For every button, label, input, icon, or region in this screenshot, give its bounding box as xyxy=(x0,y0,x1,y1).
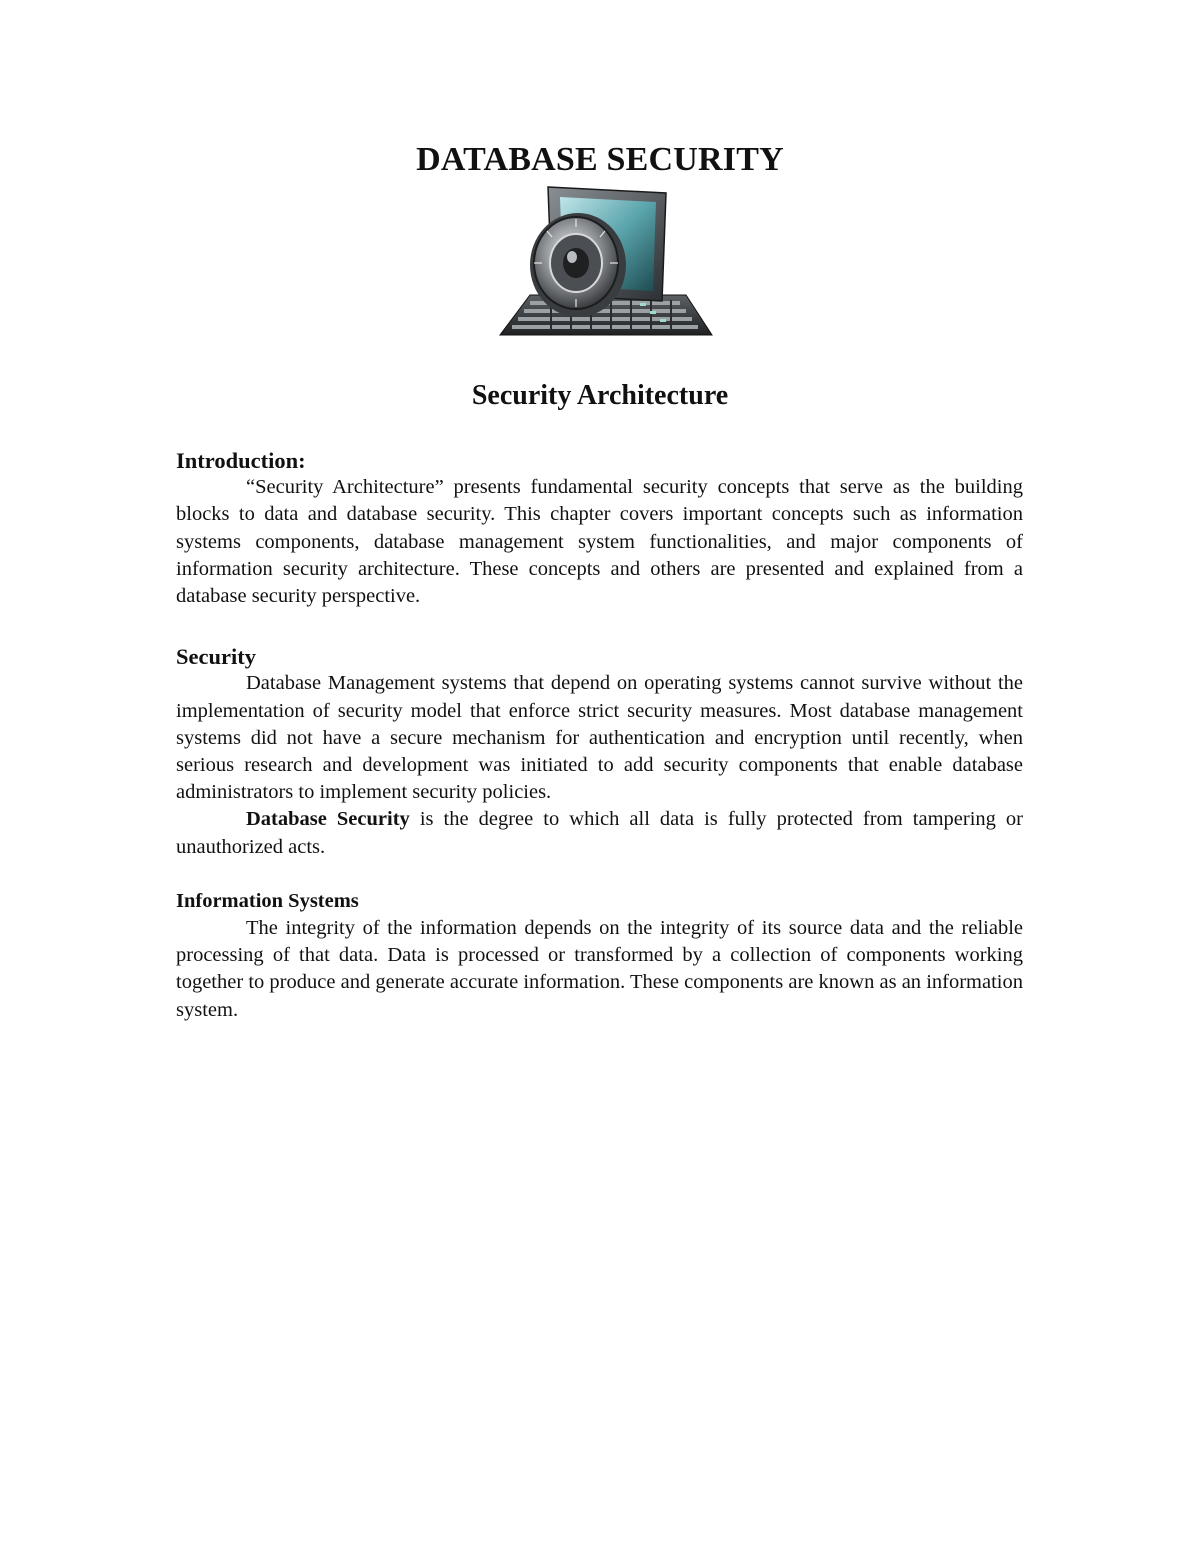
paragraph-introduction: “Security Architecture” presents fundamental security concepts that serve as the building blocks to data and database security. This chapter covers important concepts such as information systems components, database management system functionalities, and major components of information security architecture. These concepts and others are presented and explained from a database security perspective. xyxy=(176,476,1023,608)
security-computer-illustration xyxy=(490,183,720,345)
paragraph-database-security-definition xyxy=(176,806,1023,860)
paragraph-security: Database Management systems that depend on operating systems cannot survive without the implementation of security model that enforce strict security measures. Most database management systems did not have a secure mechanism for authentication and encryption until recently, when serious research and development was initiated to add security components that enable database administrators to implement security policies. xyxy=(176,672,1023,804)
document-title: DATABASE SECURITY xyxy=(416,141,784,178)
term-database-security: Database Security xyxy=(246,808,410,831)
heading-security: Security xyxy=(176,644,256,670)
section-title: Security Architecture xyxy=(471,380,729,411)
heading-information-systems: Information Systems xyxy=(176,889,359,912)
paragraph-information-systems: The integrity of the information depends on the integrity of its source data and the reliable processing of that data. Data is processed or transformed by a collection of components working together to produce and generate accurate information. These components are known as an information system. xyxy=(176,917,1023,1021)
security-lock-icon xyxy=(490,183,720,345)
document-body xyxy=(176,447,1023,1024)
definition-text: is the degree to which all data is fully protected from tampering or unauthorized acts. xyxy=(176,808,1023,858)
heading-introduction: Introduction: xyxy=(176,448,306,473)
